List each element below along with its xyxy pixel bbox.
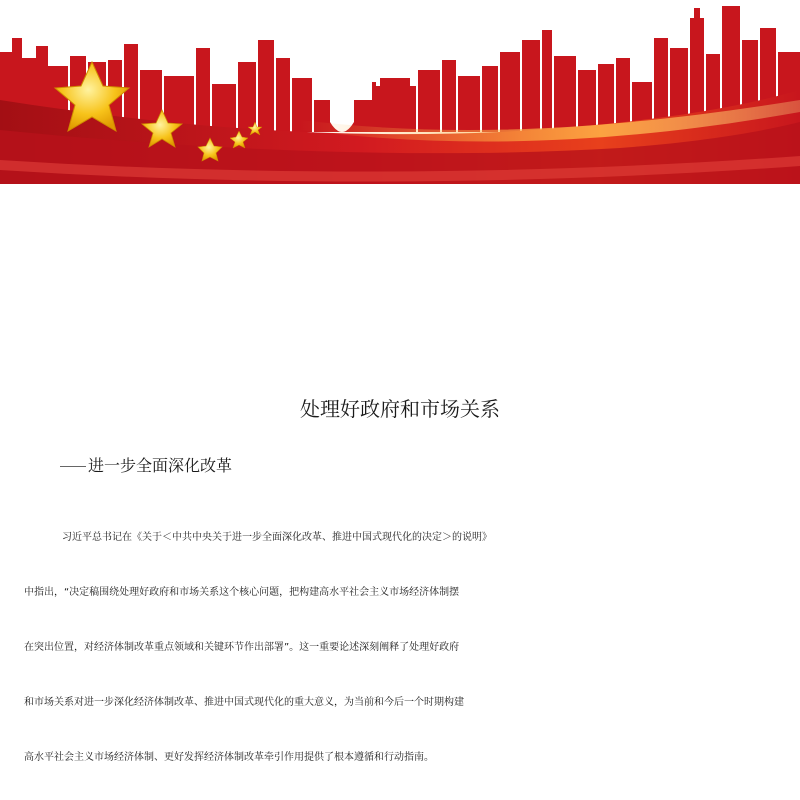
body-line-3: 在突出位置，对经济体制改革重点领域和关键环节作出部署”。这一重要论述深刻阐释了处理好政府 xyxy=(24,642,460,653)
article-subtitle-text: 进一步全面深化改革 xyxy=(88,456,233,475)
city-skyline xyxy=(0,6,800,132)
body-line-5: 高水平社会主义市场经济体制、更好发挥经济体制改革牵引作用提供了根本遵循和行动指南。 xyxy=(24,752,434,763)
body-line-4: 和市场关系对进一步深化经济体制改革、推进中国式现代化的重大意义，为当前和今后一个时期构建 xyxy=(24,697,464,708)
body-line-2: 中指出，“决定稿围绕处理好政府和市场关系这个核心问题，把构建高水平社会主义市场经济体制摆 xyxy=(24,587,460,598)
header-banner xyxy=(0,0,800,190)
subtitle-dash xyxy=(60,466,86,467)
body-line-1: 习近平总书记在《关于＜中共中央关于进一步全面深化改革、推进中国式现代化的决定＞的说明》 xyxy=(62,532,492,543)
banner-graphic xyxy=(0,0,800,190)
article-subtitle xyxy=(60,454,232,478)
article-title: 处理好政府和市场关系 xyxy=(300,397,500,421)
